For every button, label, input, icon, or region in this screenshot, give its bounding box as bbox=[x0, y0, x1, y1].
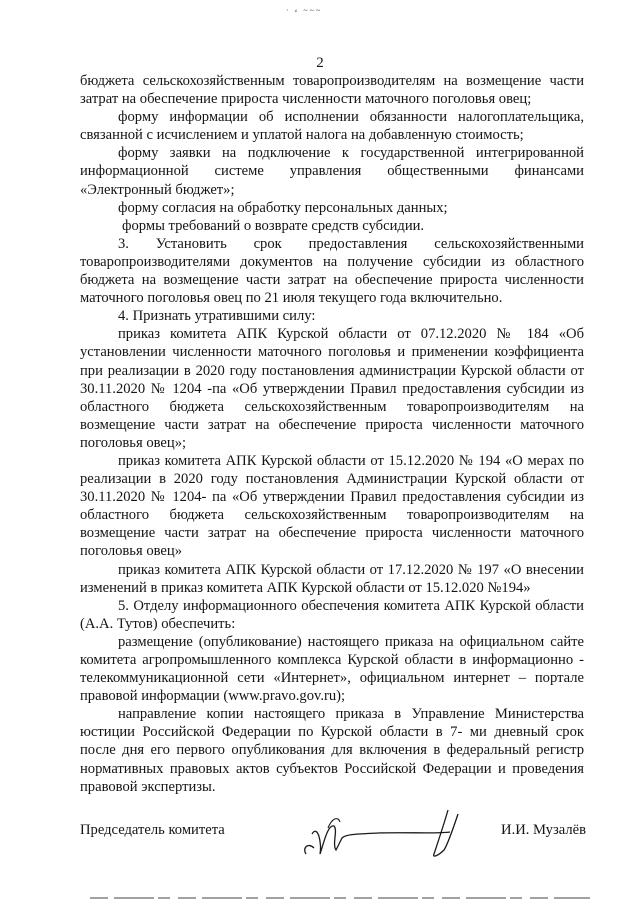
paragraph-refund-forms: формы требований о возврате средств субсидии. bbox=[122, 217, 425, 234]
paragraph-consent-form: форму согласия на обработку персональных данных; bbox=[118, 199, 448, 216]
page-number: 2 bbox=[316, 55, 324, 71]
document-body bbox=[80, 72, 584, 796]
handwritten-signature bbox=[298, 804, 488, 864]
scan-artifact: · ⸗ ~~~ bbox=[286, 6, 323, 15]
signatory-name: И.И. Музалёв bbox=[501, 822, 586, 838]
paragraph-order-184: приказ комитета АПК Курской области от 07.12.2020 № 184 «Об установлении численности маточного поголовья и применении коэффициента при реализации в 2020 году постановления администрации Курской области от 30.11.2020 № 1204 -па «Об утверждении Правил предоставления субсидии из областного бюджета сельскохозяйственным товаропроизводителям на возмещение части затрат на обеспечение прироста численности маточного поголовья овец»; bbox=[80, 326, 584, 451]
bottom-scan-line bbox=[90, 897, 590, 899]
paragraph-order-194: приказ комитета АПК Курской области от 15.12.2020 № 194 «О мерах по реализации в 2020 году постановления Администрации Курской области от 30.11.2020 № 1204- па «Об утверждении Правил предоставления субсидии из областного бюджета сельскохозяйственным товаропроизводителям на возмещение части затрат на обеспечение прироста численности маточного поголовья овец» bbox=[80, 452, 584, 560]
paragraph-budget-continuation: бюджета сельскохозяйственным товаропроизводителям на возмещение части затрат на обеспечение прироста численности маточного поголовья овец; bbox=[80, 73, 584, 108]
paragraph-item-4: 4. Признать утратившими силу: bbox=[118, 308, 316, 325]
paragraph-copy-direction: направление копии настоящего приказа в Управление Министерства юстиции Российской Федерации по Курской области в 7- ми дневный срок после дня его первого опубликования для включения в федеральный регистр нормативных правовых актов субъектов Российской Федерации и проведения правовой экспертизы. bbox=[80, 706, 584, 795]
paragraph-ebudget-form: форму заявки на подключение к государственной интегрированной информационной системе управления общественными финансами «Электронный бюджет»; bbox=[80, 145, 584, 198]
paragraph-item-5: 5. Отделу информационного обеспечения комитета АПК Курской области (А.А. Тутов) обеспечить: bbox=[80, 597, 584, 632]
paragraph-order-197: приказ комитета АПК Курской области от 17.12.2020 № 197 «О внесении изменений в приказ комитета АПК Курской области от 15.12.020 №194» bbox=[80, 561, 584, 596]
signatory-title: Председатель комитета bbox=[80, 822, 225, 838]
paragraph-publication: размещение (опубликование) настоящего приказа на официальном сайте комитета агропромышленного комплекса Курской области в информационно - телекоммуникационной сети «Интернет», официальном интернет – портале правовой информации (www.pravo.gov.ru); bbox=[80, 633, 584, 705]
paragraph-item-3: 3. Установить срок предоставления сельскохозяйственными товаропроизводителями документов на получение субсидии из областного бюджета на возмещение части затрат на обеспечение прироста численности маточного поголовья овец по 21 июля текущего года включительно. bbox=[80, 235, 584, 307]
signature-block bbox=[80, 822, 586, 872]
paragraph-vat-form: форму информации об исполнении обязанности налогоплательщика, связанной с исчислением и уплатой налога на добавленную стоимость; bbox=[80, 109, 584, 144]
